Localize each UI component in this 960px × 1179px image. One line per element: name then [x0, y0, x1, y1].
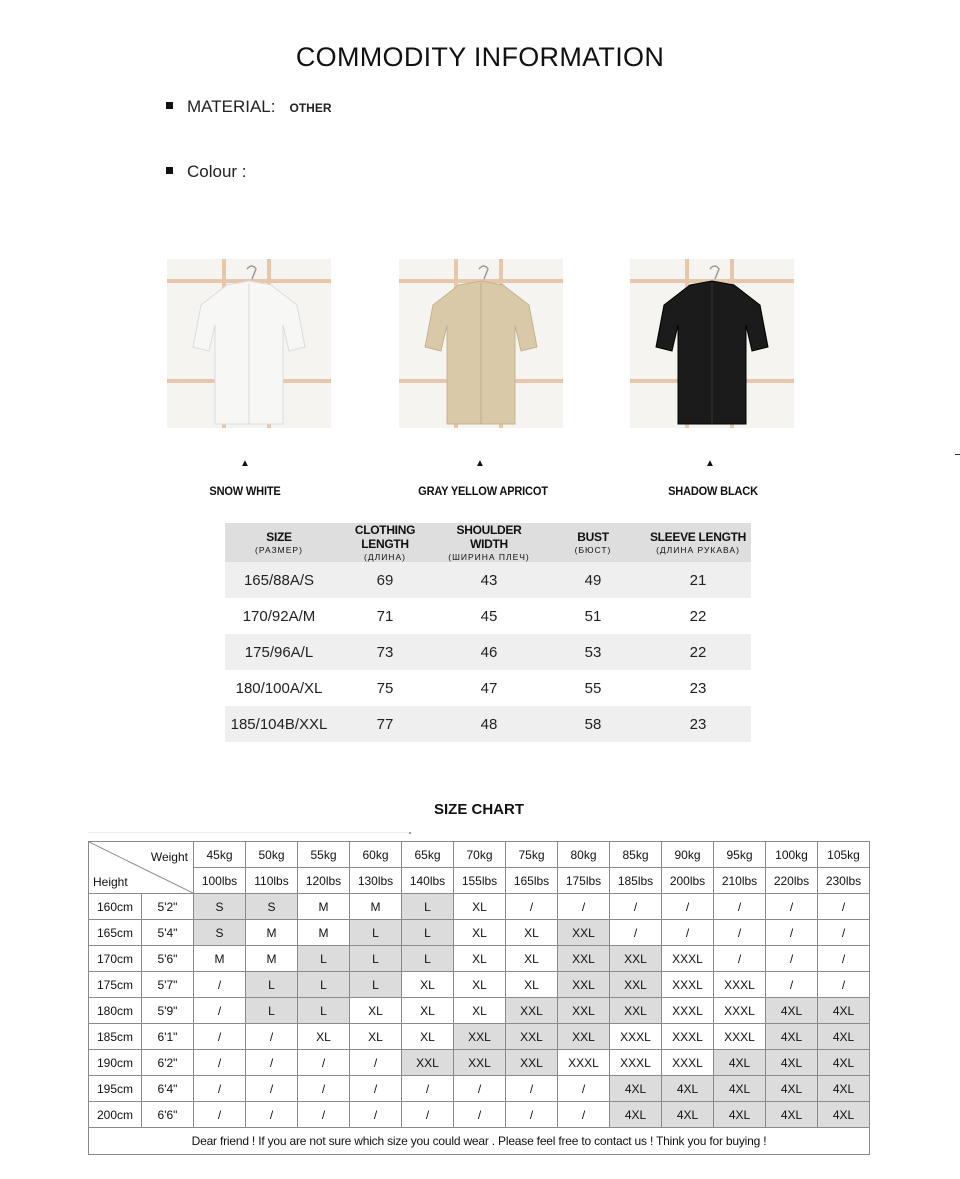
size-cell: /	[454, 1076, 506, 1102]
column-header: SHOULDER WIDTH (ШИРИНА ПЛЕЧ)	[437, 523, 541, 562]
weight-kg-header: 105kg	[818, 842, 870, 868]
weight-lbs-header: 165lbs	[506, 868, 558, 894]
size-cell: /	[818, 946, 870, 972]
size-cell: M	[246, 920, 298, 946]
size-cell: 4XL	[818, 1024, 870, 1050]
weight-kg-row	[89, 842, 870, 868]
size-cell: XL	[454, 920, 506, 946]
size-cell: XL	[402, 998, 454, 1024]
divider	[88, 832, 408, 833]
size-cell: M	[298, 894, 350, 920]
height-cm-cell: 200cm	[89, 1102, 142, 1128]
size-cell: L	[298, 946, 350, 972]
table-cell: 58	[541, 706, 645, 742]
size-cell: L	[402, 946, 454, 972]
height-ft-cell: 5'9"	[142, 998, 194, 1024]
size-cell: 4XL	[818, 998, 870, 1024]
size-cell: /	[194, 1024, 246, 1050]
table-cell: 45	[437, 598, 541, 634]
size-cell: XL	[402, 972, 454, 998]
size-cell: 4XL	[766, 1102, 818, 1128]
weight-lbs-header: 200lbs	[662, 868, 714, 894]
size-cell: XXXL	[558, 1050, 610, 1076]
size-cell: /	[506, 894, 558, 920]
weight-lbs-header: 110lbs	[246, 868, 298, 894]
triangle-up-icon: ▲	[475, 458, 485, 469]
size-cell: 4XL	[818, 1076, 870, 1102]
size-cell: XXXL	[662, 998, 714, 1024]
size-cell: /	[454, 1102, 506, 1128]
bullet-icon	[166, 167, 173, 174]
size-cell: XL	[350, 1024, 402, 1050]
size-cell: XL	[454, 946, 506, 972]
size-cell: /	[194, 1050, 246, 1076]
weight-kg-header: 90kg	[662, 842, 714, 868]
table-header-row	[225, 523, 751, 562]
size-cell: /	[194, 972, 246, 998]
weight-kg-header: 65kg	[402, 842, 454, 868]
size-cell: XL	[454, 998, 506, 1024]
height-cm-cell: 190cm	[89, 1050, 142, 1076]
size-cell: /	[194, 1102, 246, 1128]
table-cell: 21	[645, 562, 751, 598]
size-cell: XXL	[454, 1024, 506, 1050]
size-cell: XL	[506, 946, 558, 972]
weight-kg-header: 45kg	[194, 842, 246, 868]
size-cell: /	[246, 1076, 298, 1102]
size-cell: XXL	[610, 998, 662, 1024]
table-cell: 55	[541, 670, 645, 706]
shirt-image	[399, 259, 563, 428]
table-cell: 165/88A/S	[225, 562, 333, 598]
weight-kg-header: 60kg	[350, 842, 402, 868]
size-cell: /	[194, 998, 246, 1024]
size-cell: XXXL	[662, 1050, 714, 1076]
weight-lbs-header: 210lbs	[714, 868, 766, 894]
size-cell: XXL	[506, 1050, 558, 1076]
colour-name-apricot: GRAY YELLOW APRICOT	[418, 484, 548, 498]
size-cell: /	[402, 1076, 454, 1102]
size-row	[89, 1024, 870, 1050]
height-cm-cell: 175cm	[89, 972, 142, 998]
size-cell: /	[818, 920, 870, 946]
size-cell: /	[558, 1076, 610, 1102]
weight-kg-header: 95kg	[714, 842, 766, 868]
table-row	[225, 706, 751, 742]
table-cell: 77	[333, 706, 437, 742]
size-cell: /	[350, 1076, 402, 1102]
size-cell: XXXL	[610, 1050, 662, 1076]
size-cell: /	[610, 894, 662, 920]
size-row	[89, 1050, 870, 1076]
table-row	[225, 562, 751, 598]
size-cell: L	[402, 920, 454, 946]
height-ft-cell: 6'2"	[142, 1050, 194, 1076]
size-cell: XXL	[558, 946, 610, 972]
size-cell: XXXL	[662, 946, 714, 972]
size-cell: /	[818, 972, 870, 998]
size-cell: /	[662, 894, 714, 920]
triangle-up-icon: ▲	[705, 458, 715, 469]
size-cell: /	[714, 946, 766, 972]
size-cell: 4XL	[714, 1102, 766, 1128]
table-row	[225, 634, 751, 670]
table-cell: 23	[645, 706, 751, 742]
size-cell: XL	[506, 920, 558, 946]
size-cell: XXL	[506, 1024, 558, 1050]
weight-kg-header: 100kg	[766, 842, 818, 868]
size-cell: 4XL	[610, 1076, 662, 1102]
weight-kg-header: 50kg	[246, 842, 298, 868]
colour-name-white: SNOW WHITE	[209, 484, 281, 498]
size-cell: 4XL	[818, 1102, 870, 1128]
size-cell: /	[766, 894, 818, 920]
size-chart-title: SIZE CHART	[434, 801, 524, 818]
colour-name-black: SHADOW BLACK	[668, 484, 758, 498]
size-cell: XL	[454, 972, 506, 998]
shirt-photo-apricot[interactable]	[399, 259, 563, 428]
size-cell: XXXL	[714, 972, 766, 998]
weight-kg-header: 55kg	[298, 842, 350, 868]
table-row	[225, 670, 751, 706]
table-cell: 43	[437, 562, 541, 598]
size-cell: /	[558, 894, 610, 920]
size-cell: XL	[506, 972, 558, 998]
size-cell: /	[610, 920, 662, 946]
height-ft-cell: 6'6"	[142, 1102, 194, 1128]
size-cell: /	[506, 1102, 558, 1128]
size-cell: L	[350, 972, 402, 998]
size-cell: XXL	[558, 920, 610, 946]
size-cell: /	[766, 946, 818, 972]
size-cell: S	[194, 894, 246, 920]
size-cell: 4XL	[662, 1102, 714, 1128]
size-cell: /	[818, 894, 870, 920]
size-cell: XXL	[558, 1024, 610, 1050]
table-cell: 69	[333, 562, 437, 598]
size-cell: /	[298, 1050, 350, 1076]
height-cm-cell: 180cm	[89, 998, 142, 1024]
size-cell: /	[298, 1076, 350, 1102]
note-row	[89, 1128, 870, 1155]
table-cell: 46	[437, 634, 541, 670]
size-cell: S	[246, 894, 298, 920]
height-cm-cell: 195cm	[89, 1076, 142, 1102]
size-row	[89, 894, 870, 920]
table-cell: 170/92A/M	[225, 598, 333, 634]
height-cm-cell: 185cm	[89, 1024, 142, 1050]
table-cell: 53	[541, 634, 645, 670]
weight-lbs-header: 230lbs	[818, 868, 870, 894]
size-cell: L	[298, 972, 350, 998]
material-label: MATERIAL:	[187, 97, 276, 116]
size-cell: /	[402, 1102, 454, 1128]
weight-lbs-header: 100lbs	[194, 868, 246, 894]
size-cell: XXL	[610, 946, 662, 972]
weight-lbs-header: 120lbs	[298, 868, 350, 894]
size-cell: XL	[350, 998, 402, 1024]
size-cell: 4XL	[766, 1024, 818, 1050]
size-cell: /	[194, 1076, 246, 1102]
size-cell: /	[298, 1102, 350, 1128]
height-ft-cell: 5'2"	[142, 894, 194, 920]
size-cell: 4XL	[818, 1050, 870, 1076]
height-ft-cell: 5'4"	[142, 920, 194, 946]
size-cell: 4XL	[714, 1050, 766, 1076]
size-cell: M	[350, 894, 402, 920]
size-cell: XXXL	[662, 1024, 714, 1050]
size-cell: L	[350, 946, 402, 972]
size-cell: XL	[454, 894, 506, 920]
weight-lbs-header: 155lbs	[454, 868, 506, 894]
size-cell: XXXL	[610, 1024, 662, 1050]
size-cell: 4XL	[766, 1076, 818, 1102]
table-cell: 47	[437, 670, 541, 706]
size-cell: M	[194, 946, 246, 972]
table-cell: 22	[645, 634, 751, 670]
size-cell: 4XL	[714, 1076, 766, 1102]
material-value: OTHER	[289, 101, 332, 115]
table-cell: 175/96A/L	[225, 634, 333, 670]
size-cell: XXL	[402, 1050, 454, 1076]
size-cell: L	[350, 920, 402, 946]
size-cell: 4XL	[766, 998, 818, 1024]
shirt-photo-white[interactable]	[167, 259, 331, 428]
bullet-icon	[166, 102, 173, 109]
size-cell: L	[402, 894, 454, 920]
size-cell: XL	[298, 1024, 350, 1050]
size-cell: /	[714, 894, 766, 920]
size-cell: /	[246, 1102, 298, 1128]
chart-corner-header	[89, 842, 194, 894]
size-cell: /	[714, 920, 766, 946]
table-cell: 48	[437, 706, 541, 742]
size-advice-note: Dear friend ! If you are not sure which size you could wear . Please feel free to contact us ! Think you for buying !	[89, 1128, 870, 1155]
size-cell: XXL	[558, 972, 610, 998]
table-cell: 75	[333, 670, 437, 706]
size-cell: S	[194, 920, 246, 946]
colour-row	[166, 162, 247, 180]
size-cell: /	[506, 1076, 558, 1102]
size-cell: XXXL	[662, 972, 714, 998]
size-cell: /	[350, 1102, 402, 1128]
size-cell: XXXL	[714, 1024, 766, 1050]
material-row	[166, 97, 331, 117]
weight-lbs-header: 140lbs	[402, 868, 454, 894]
size-cell: 4XL	[766, 1050, 818, 1076]
size-cell: L	[298, 998, 350, 1024]
height-cm-cell: 170cm	[89, 946, 142, 972]
height-cm-cell: 160cm	[89, 894, 142, 920]
measurement-table	[225, 523, 751, 742]
size-cell: XXL	[610, 972, 662, 998]
weight-lbs-header: 175lbs	[558, 868, 610, 894]
shirt-image	[630, 259, 794, 428]
size-cell: M	[246, 946, 298, 972]
size-cell: /	[766, 920, 818, 946]
weight-kg-header: 85kg	[610, 842, 662, 868]
size-cell: L	[246, 998, 298, 1024]
table-cell: 23	[645, 670, 751, 706]
weight-lbs-header: 220lbs	[766, 868, 818, 894]
weight-lbs-header: 185lbs	[610, 868, 662, 894]
size-cell: /	[558, 1102, 610, 1128]
size-cell: 4XL	[610, 1102, 662, 1128]
size-row	[89, 920, 870, 946]
weight-lbs-row	[89, 868, 870, 894]
table-cell: 73	[333, 634, 437, 670]
column-header: CLOTHING LENGTH (ДЛИНА)	[333, 523, 437, 562]
height-label: Height	[93, 875, 128, 889]
divider	[955, 454, 960, 455]
size-row	[89, 998, 870, 1024]
size-cell: /	[766, 972, 818, 998]
size-cell: /	[246, 1024, 298, 1050]
table-cell: 49	[541, 562, 645, 598]
size-cell: /	[350, 1050, 402, 1076]
height-ft-cell: 6'4"	[142, 1076, 194, 1102]
size-cell: L	[246, 972, 298, 998]
height-cm-cell: 165cm	[89, 920, 142, 946]
weight-kg-header: 70kg	[454, 842, 506, 868]
size-cell: /	[246, 1050, 298, 1076]
table-row	[225, 598, 751, 634]
size-row	[89, 1102, 870, 1128]
size-row	[89, 946, 870, 972]
column-header: SIZE (РАЗМЕР)	[225, 523, 333, 562]
size-cell: XXL	[558, 998, 610, 1024]
weight-kg-header: 80kg	[558, 842, 610, 868]
colour-label: Colour :	[187, 162, 247, 180]
triangle-up-icon: ▲	[240, 458, 250, 469]
table-cell: 185/104B/XXL	[225, 706, 333, 742]
height-ft-cell: 5'7"	[142, 972, 194, 998]
size-cell: XXL	[506, 998, 558, 1024]
table-cell: 71	[333, 598, 437, 634]
table-cell: 51	[541, 598, 645, 634]
table-cell: 180/100A/XL	[225, 670, 333, 706]
weight-label: Weight	[150, 850, 188, 864]
size-cell: 4XL	[662, 1076, 714, 1102]
column-header: BUST (БЮСТ)	[541, 523, 645, 562]
column-header: SLEEVE LENGTH (ДЛИНА РУКАВА)	[645, 523, 751, 562]
height-ft-cell: 6'1"	[142, 1024, 194, 1050]
size-cell: /	[662, 920, 714, 946]
size-cell: M	[298, 920, 350, 946]
page-title: COMMODITY INFORMATION	[295, 42, 665, 72]
size-row	[89, 972, 870, 998]
weight-lbs-header: 130lbs	[350, 868, 402, 894]
divider	[409, 832, 411, 834]
size-cell: XXL	[454, 1050, 506, 1076]
height-ft-cell: 5'6"	[142, 946, 194, 972]
size-cell: XL	[402, 1024, 454, 1050]
size-row	[89, 1076, 870, 1102]
size-chart-table	[88, 841, 870, 1155]
shirt-photo-black[interactable]	[630, 259, 794, 428]
shirt-image	[167, 259, 331, 428]
table-cell: 22	[645, 598, 751, 634]
weight-kg-header: 75kg	[506, 842, 558, 868]
size-cell: XXXL	[714, 998, 766, 1024]
